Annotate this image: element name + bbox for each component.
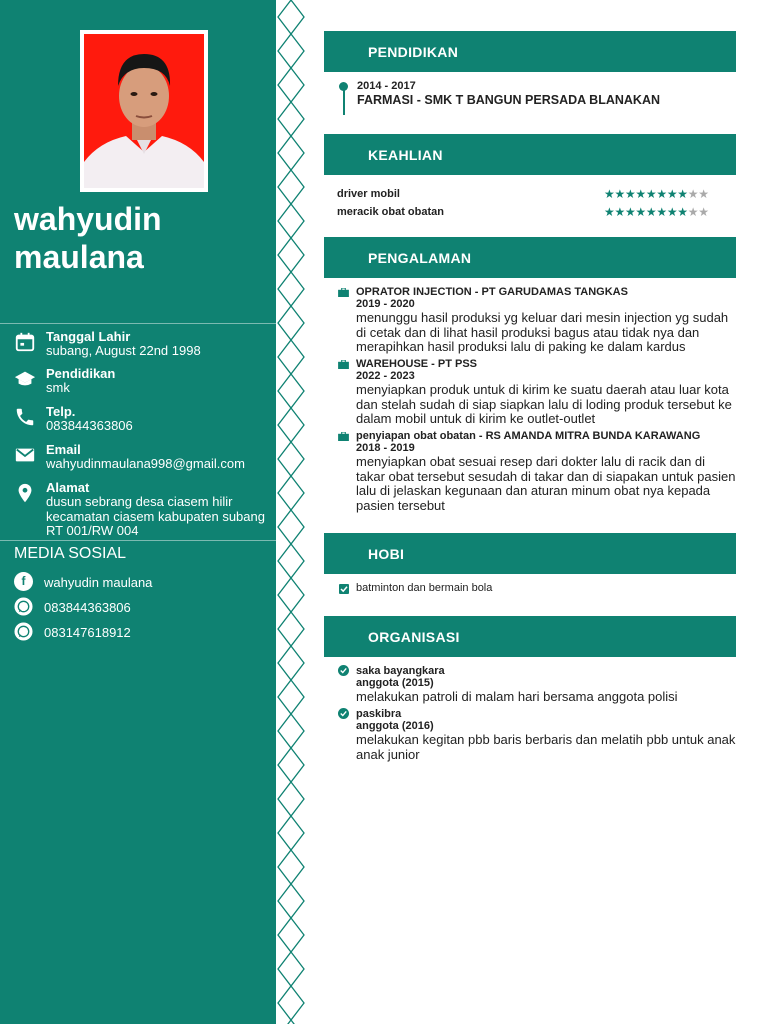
- info-address: [14, 480, 269, 538]
- star-empty-icon: ★: [687, 187, 699, 201]
- experience-item: [338, 286, 738, 356]
- section-header-pendidikan: [324, 31, 736, 72]
- section-title-pengalaman: PENGALAMAN: [368, 250, 472, 266]
- social-whatsapp-2[interactable]: [14, 622, 264, 642]
- star-filled-icon: ★: [677, 205, 688, 219]
- diamond-chain-pattern: [278, 0, 304, 1024]
- star-filled-icon: ★: [656, 187, 667, 201]
- hobby-item: batminton dan bermain bola: [356, 582, 493, 594]
- star-filled-icon: ★: [635, 205, 646, 219]
- info-birthdate-value: subang, August 22nd 1998: [46, 343, 201, 358]
- social-facebook[interactable]: [14, 572, 264, 592]
- profile-photo: [80, 30, 208, 192]
- organization-name: saka bayangkara: [356, 665, 445, 677]
- info-birthdate-label: Tanggal Lahir: [46, 329, 131, 344]
- star-filled-icon: ★: [666, 205, 678, 219]
- organization-description: melakukan patroli di malam hari bersama anggota polisi: [356, 689, 678, 704]
- profile-name: [14, 200, 264, 276]
- experience-years: 2019 - 2020: [356, 298, 415, 310]
- social-media-title: MEDIA SOSIAL: [14, 545, 127, 562]
- section-header-hobi: [324, 533, 736, 574]
- star-filled-icon: ★: [645, 187, 657, 201]
- phone-icon: [14, 406, 36, 428]
- whatsapp-icon: [14, 597, 33, 616]
- decorative-diamond-border: [276, 0, 306, 1024]
- sidebar-divider: [0, 323, 276, 324]
- email-icon: [14, 444, 36, 466]
- star-filled-icon: ★: [624, 187, 636, 201]
- info-address-label: Alamat: [46, 480, 90, 495]
- info-phone: [14, 404, 269, 438]
- info-email-value: wahyudinmaulana998@gmail.com: [46, 456, 245, 471]
- profile-photo-image: [84, 34, 204, 188]
- section-header-organisasi: [324, 616, 736, 657]
- checkbox-icon: [339, 584, 349, 594]
- star-filled-icon: ★: [635, 187, 646, 201]
- star-filled-icon: ★: [656, 205, 667, 219]
- info-education-label: Pendidikan: [46, 366, 116, 381]
- skill-rating-stars: [604, 188, 709, 200]
- experience-description: menyiapkan produk untuk di kirim ke suatu daerah atau luar kota dan stelah sudah di siap siapkan lalu di loding produk tersebut ke dalam mobil untuk di kirim ke outlet-outlet: [356, 382, 732, 426]
- info-email: [14, 442, 269, 476]
- education-years: 2014 - 2017: [357, 80, 416, 92]
- experience-years: 2018 - 2019: [356, 442, 415, 454]
- star-filled-icon: ★: [677, 187, 688, 201]
- star-empty-icon: ★: [687, 205, 699, 219]
- star-filled-icon: ★: [604, 187, 615, 201]
- section-header-keahlian: [324, 134, 736, 175]
- check-circle-icon: [338, 665, 349, 676]
- calendar-icon: [14, 331, 36, 353]
- info-birthdate: [14, 329, 269, 363]
- skill-rating-stars: [604, 206, 709, 218]
- organization-item: [338, 665, 738, 705]
- organization-name: paskibra: [356, 708, 402, 720]
- section-title-keahlian: KEAHLIAN: [368, 147, 443, 163]
- whatsapp-icon: [14, 622, 33, 641]
- education-school: FARMASI - SMK T BANGUN PERSADA BLANAKAN: [357, 93, 661, 107]
- organization-item: [338, 708, 738, 764]
- experience-title: WAREHOUSE - PT PSS: [356, 358, 478, 370]
- info-phone-label: Telp.: [46, 404, 76, 419]
- social-whatsapp-1-text: 083844363806: [44, 600, 131, 615]
- info-phone-value: 083844363806: [46, 418, 133, 433]
- star-empty-icon: ★: [698, 187, 709, 201]
- star-filled-icon: ★: [614, 187, 625, 201]
- organization-role: anggota (2015): [356, 677, 434, 689]
- briefcase-icon: [338, 360, 349, 369]
- briefcase-icon: [338, 288, 349, 297]
- profile-name-line1: wahyudin: [14, 201, 162, 237]
- experience-description: menyiapkan obat sesuai resep dari dokter lalu di racik dan di takar obat tersebut sesudah di takar dan di siapakan untuk pasien lalu di jelaskan kegunaan dan aturan minum obat nya kepada pasien tersebut: [356, 454, 736, 513]
- section-header-pengalaman: [324, 237, 736, 278]
- star-filled-icon: ★: [666, 187, 678, 201]
- info-address-value: dusun sebrang desa ciasem hilir kecamatan ciasem kabupaten subang RT 001/RW 004: [46, 494, 265, 538]
- timeline-line: [343, 89, 345, 115]
- star-filled-icon: ★: [604, 205, 615, 219]
- social-whatsapp-2-text: 083147618912: [44, 625, 131, 640]
- check-circle-icon: [338, 708, 349, 719]
- info-education-value: smk: [46, 380, 70, 395]
- organization-description: melakukan kegitan pbb baris berbaris dan melatih pbb untuk anak anak junior: [356, 732, 736, 762]
- briefcase-icon: [338, 432, 349, 441]
- experience-years: 2022 - 2023: [356, 370, 415, 382]
- section-title-organisasi: ORGANISASI: [368, 629, 460, 645]
- experience-title: penyiapan obat obatan - RS AMANDA MITRA BUNDA KARAWANG: [356, 430, 701, 442]
- organization-role: anggota (2016): [356, 720, 434, 732]
- star-filled-icon: ★: [624, 205, 636, 219]
- info-email-label: Email: [46, 442, 81, 457]
- experience-item: [338, 430, 738, 514]
- sidebar-divider: [0, 540, 276, 541]
- star-empty-icon: ★: [698, 205, 709, 219]
- experience-title: OPRATOR INJECTION - PT GARUDAMAS TANGKAS: [356, 286, 628, 298]
- skill-name: meracik obat obatan: [337, 206, 444, 218]
- location-pin-icon: [14, 482, 36, 504]
- section-title-pendidikan: PENDIDIKAN: [368, 44, 459, 60]
- info-education: [14, 366, 269, 400]
- star-filled-icon: ★: [614, 205, 625, 219]
- section-title-hobi: HOBI: [368, 546, 405, 562]
- skill-name: driver mobil: [337, 188, 400, 200]
- social-facebook-text: wahyudin maulana: [44, 575, 153, 590]
- star-filled-icon: ★: [645, 205, 657, 219]
- graduation-cap-icon: [14, 368, 36, 390]
- experience-item: [338, 358, 738, 428]
- social-whatsapp-1[interactable]: [14, 597, 264, 617]
- sidebar: [0, 0, 276, 1024]
- experience-description: menunggu hasil produksi yg keluar dari mesin injection yg sudah di cetak dan di lihat hasil produksi bagus atau tidak nya dan merapihkan hasil produksi lalu di paking ke dalam kardus: [356, 310, 729, 354]
- facebook-icon: f: [14, 572, 33, 591]
- profile-name-line2: maulana: [14, 239, 144, 275]
